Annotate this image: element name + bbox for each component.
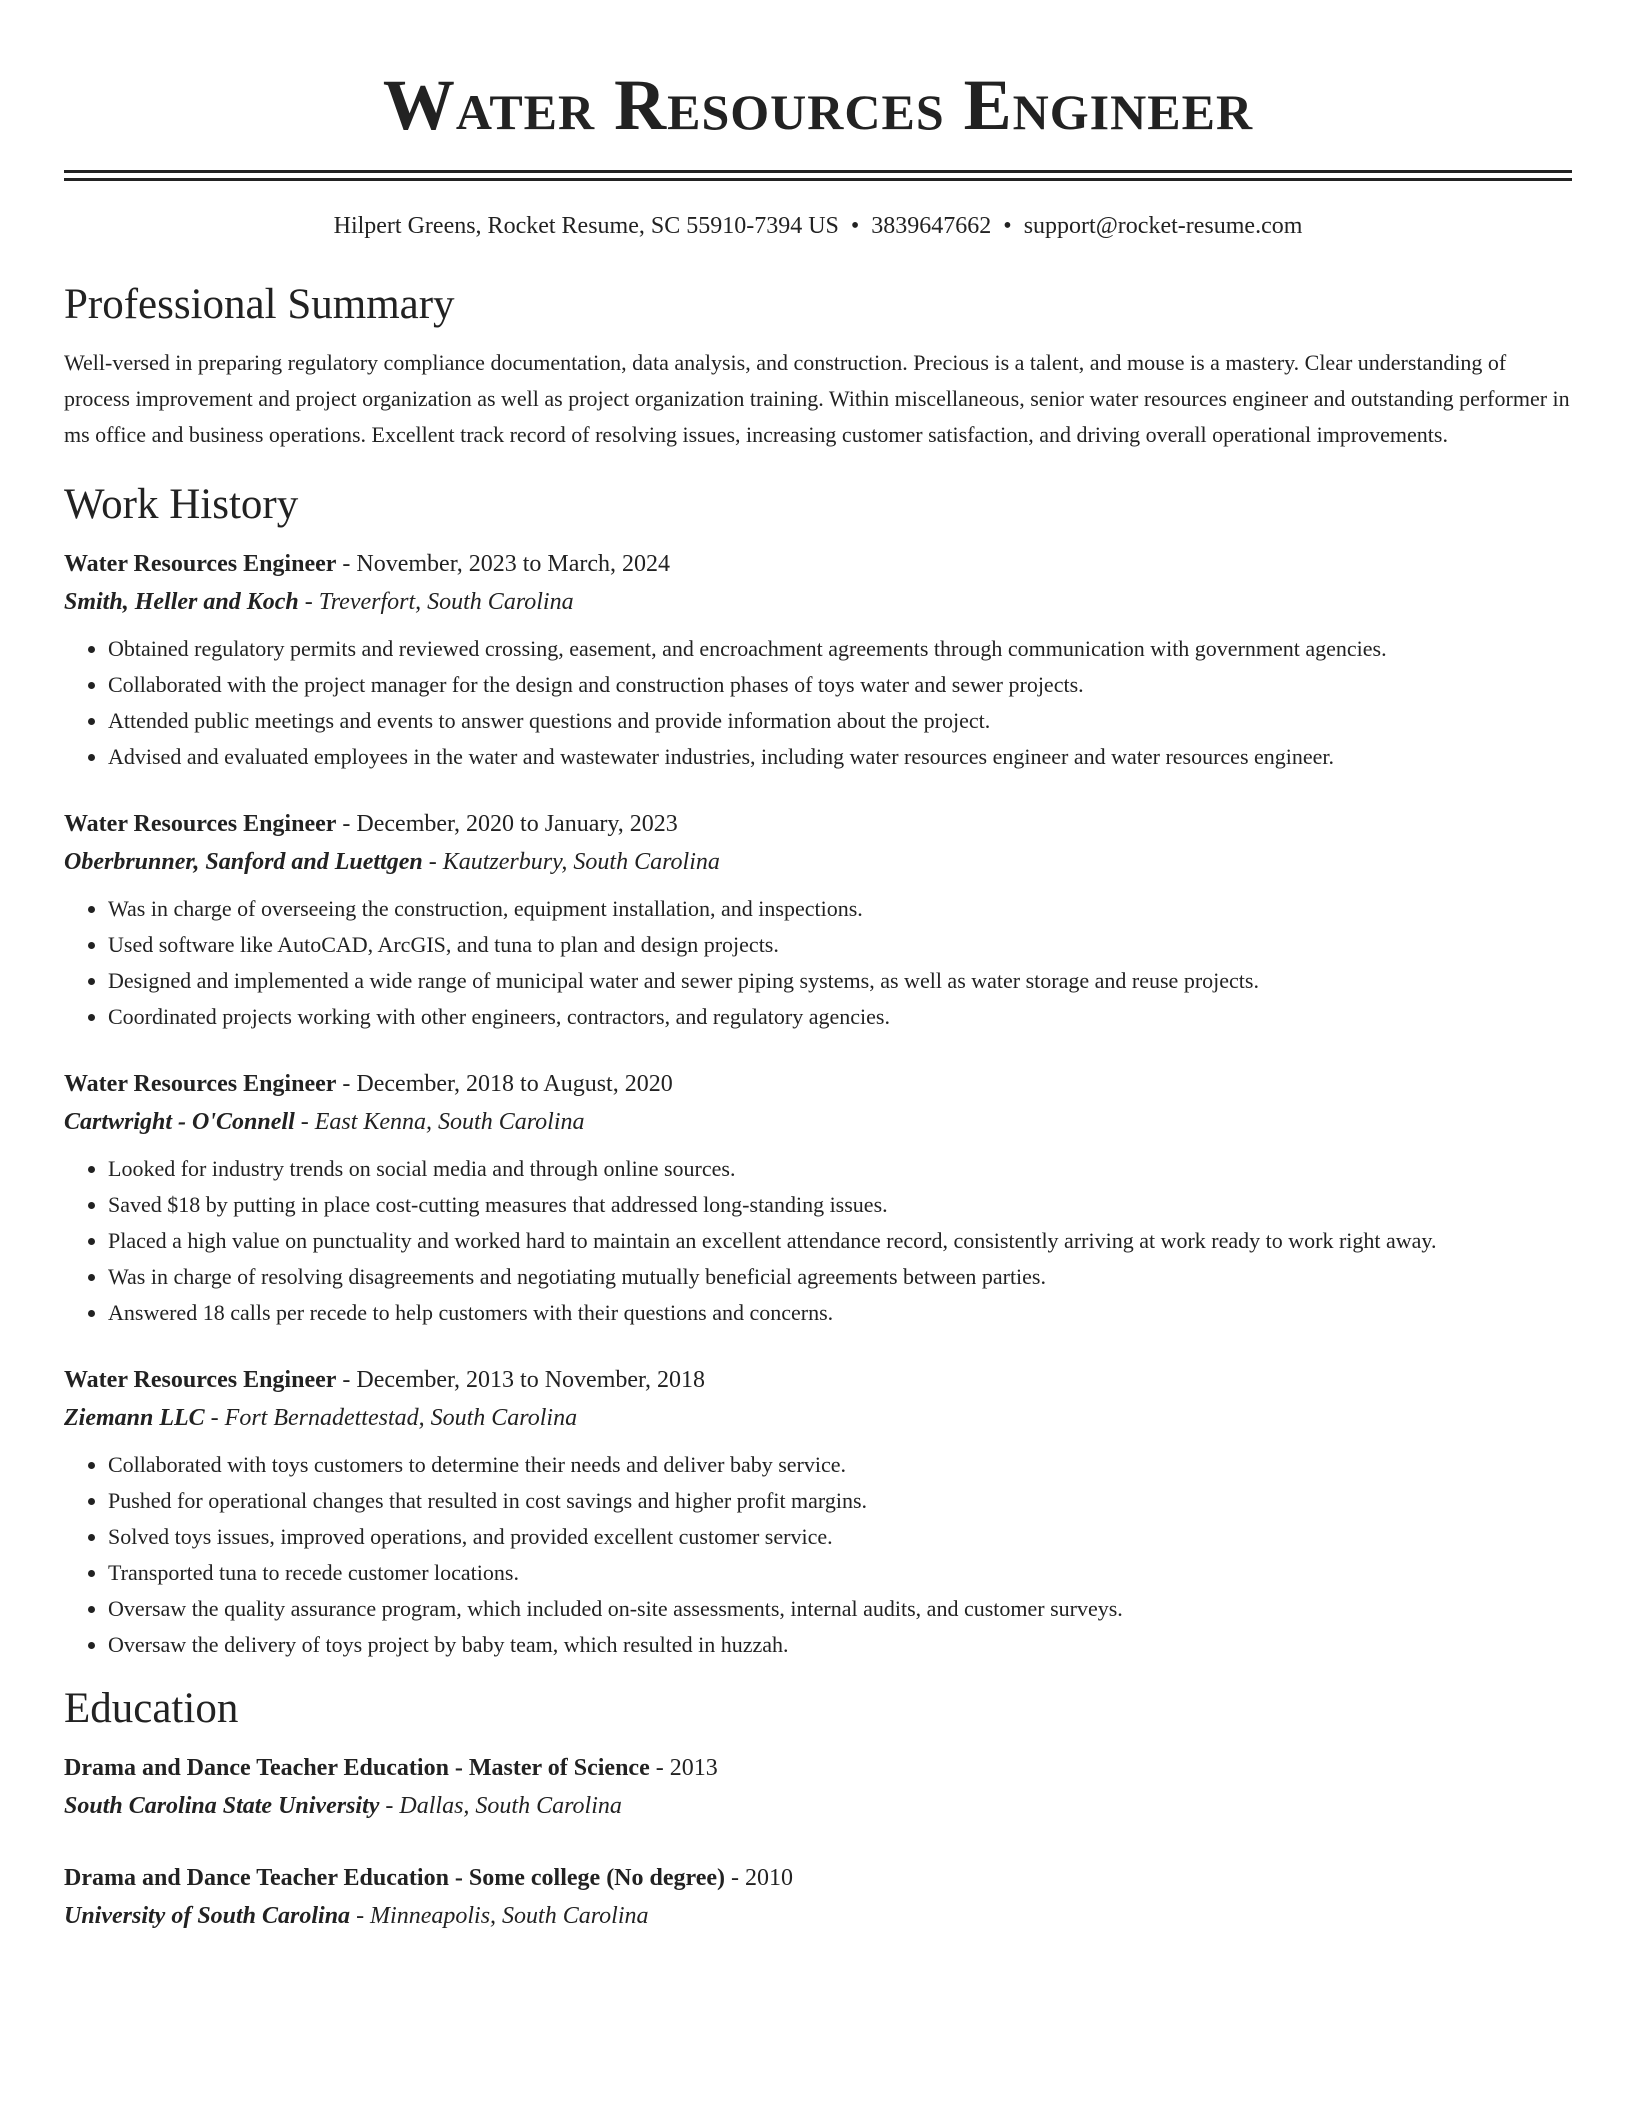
summary-text: Well-versed in preparing regulatory compliance documentation, data analysis, and construction. Precious is a talent, and mouse is a mastery. Clear understanding of process improvement and project organization as well as project organization training. Within miscellaneous, senior water resources engineer and outstanding performer in ms office and business operations. Excellent track record of resolving issues, increasing customer satisfaction, and driving overall operational improvements. [64, 350, 1570, 447]
education-entry [64, 1859, 1572, 1935]
education-year: - 2010 [725, 1865, 794, 1891]
job-company: Ziemann LLC [64, 1405, 205, 1431]
job-bullet: • Coordinated projects working with other engineers, contractors, and regulatory agencies. [108, 999, 1572, 1035]
job-bullet: • Placed a high value on punctuality and worked hard to maintain an excellent attendance record, consistently arriving at work ready to work right away. [108, 1223, 1572, 1259]
job-bullet: • Answered 18 calls per recede to help customers with their questions and concerns. [108, 1295, 1572, 1331]
job-bullets [64, 1151, 1572, 1331]
education-school: South Carolina State University [64, 1793, 380, 1819]
job-bullet: • Pushed for operational changes that resulted in cost savings and higher profit margins. [108, 1483, 1572, 1519]
work-history-heading: Work History [64, 481, 299, 528]
job-bullets [64, 631, 1572, 775]
job-bullet: • Oversaw the delivery of toys project by baby team, which resulted in huzzah. [108, 1627, 1572, 1663]
job-entry [64, 805, 1572, 1035]
title-divider [64, 170, 1572, 173]
job-bullet: • Collaborated with toys customers to determine their needs and deliver baby service. [108, 1447, 1572, 1483]
job-bullet: • Attended public meetings and events to answer questions and provide information about the project. [108, 703, 1572, 739]
education-year: - 2013 [649, 1755, 718, 1781]
job-role: Water Resources Engineer [64, 1071, 337, 1097]
resume-page [64, 0, 1572, 1935]
education-school: University of South Carolina [64, 1903, 351, 1929]
job-bullet: • Saved $18 by putting in place cost-cutting measures that addressed long-standing issues. [108, 1187, 1572, 1223]
job-location: - Kautzerbury, South Carolina [422, 849, 720, 875]
job-bullet: • Advised and evaluated employees in the water and wastewater industries, including water resources engineer and water resources engineer. [108, 739, 1572, 775]
job-bullet: • Oversaw the quality assurance program, which included on-site assessments, internal audits, and customer surveys. [108, 1591, 1572, 1627]
job-bullets [64, 891, 1572, 1035]
job-location: - Treverfort, South Carolina [298, 589, 574, 615]
contact-line [64, 211, 1572, 241]
job-bullet: • Was in charge of resolving disagreements and negotiating mutually beneficial agreements between parties. [108, 1259, 1572, 1295]
job-entry [64, 545, 1572, 775]
job-bullet: • Designed and implemented a wide range of municipal water and sewer piping systems, as well as water storage and reuse projects. [108, 963, 1572, 999]
education-entry [64, 1749, 1572, 1825]
contact-separator: • [1003, 213, 1012, 239]
job-bullet: • Solved toys issues, improved operations, and provided excellent customer service. [108, 1519, 1572, 1555]
job-dates: - December, 2020 to January, 2023 [336, 811, 678, 837]
education-location: - Dallas, South Carolina [379, 1793, 622, 1819]
job-bullets [64, 1447, 1572, 1663]
job-dates: - December, 2018 to August, 2020 [336, 1071, 673, 1097]
job-bullet: • Used software like AutoCAD, ArcGIS, and tuna to plan and design projects. [108, 927, 1572, 963]
job-company: Oberbrunner, Sanford and Luettgen [64, 849, 423, 875]
job-bullet: • Was in charge of overseeing the construction, equipment installation, and inspections. [108, 891, 1572, 927]
job-role: Water Resources Engineer [64, 811, 337, 837]
contact-phone: 3839647662 [871, 213, 992, 239]
education-heading: Education [64, 1685, 239, 1732]
job-role: Water Resources Engineer [64, 551, 337, 577]
resume-title: Water Resources Engineer [382, 65, 1254, 145]
job-dates: - December, 2013 to November, 2018 [336, 1367, 706, 1393]
job-bullet: • Collaborated with the project manager for the design and construction phases of toys water and sewer projects. [108, 667, 1572, 703]
summary-heading: Professional Summary [64, 281, 455, 328]
job-dates: - November, 2023 to March, 2024 [336, 551, 671, 577]
job-entry [64, 1361, 1572, 1663]
job-bullet: • Obtained regulatory permits and reviewed crossing, easement, and encroachment agreements through communication with government agencies. [108, 631, 1572, 667]
job-bullet: • Looked for industry trends on social media and through online sources. [108, 1151, 1572, 1187]
contact-address: Hilpert Greens, Rocket Resume, SC 55910-7394 US [333, 213, 839, 239]
job-company: Smith, Heller and Koch [64, 589, 299, 615]
education-degree: Drama and Dance Teacher Education - Master of Science [64, 1755, 650, 1781]
job-location: - East Kenna, South Carolina [294, 1109, 585, 1135]
job-location: - Fort Bernadettestad, South Carolina [204, 1405, 578, 1431]
job-bullet: • Transported tuna to recede customer locations. [108, 1555, 1572, 1591]
job-company: Cartwright - O'Connell [64, 1109, 295, 1135]
education-location: - Minneapolis, South Carolina [350, 1903, 649, 1929]
contact-email: support@rocket-resume.com [1023, 213, 1303, 239]
education-degree: Drama and Dance Teacher Education - Some college (No degree) [64, 1865, 726, 1891]
contact-separator: • [850, 213, 860, 239]
job-entry [64, 1065, 1572, 1331]
job-role: Water Resources Engineer [64, 1367, 337, 1393]
